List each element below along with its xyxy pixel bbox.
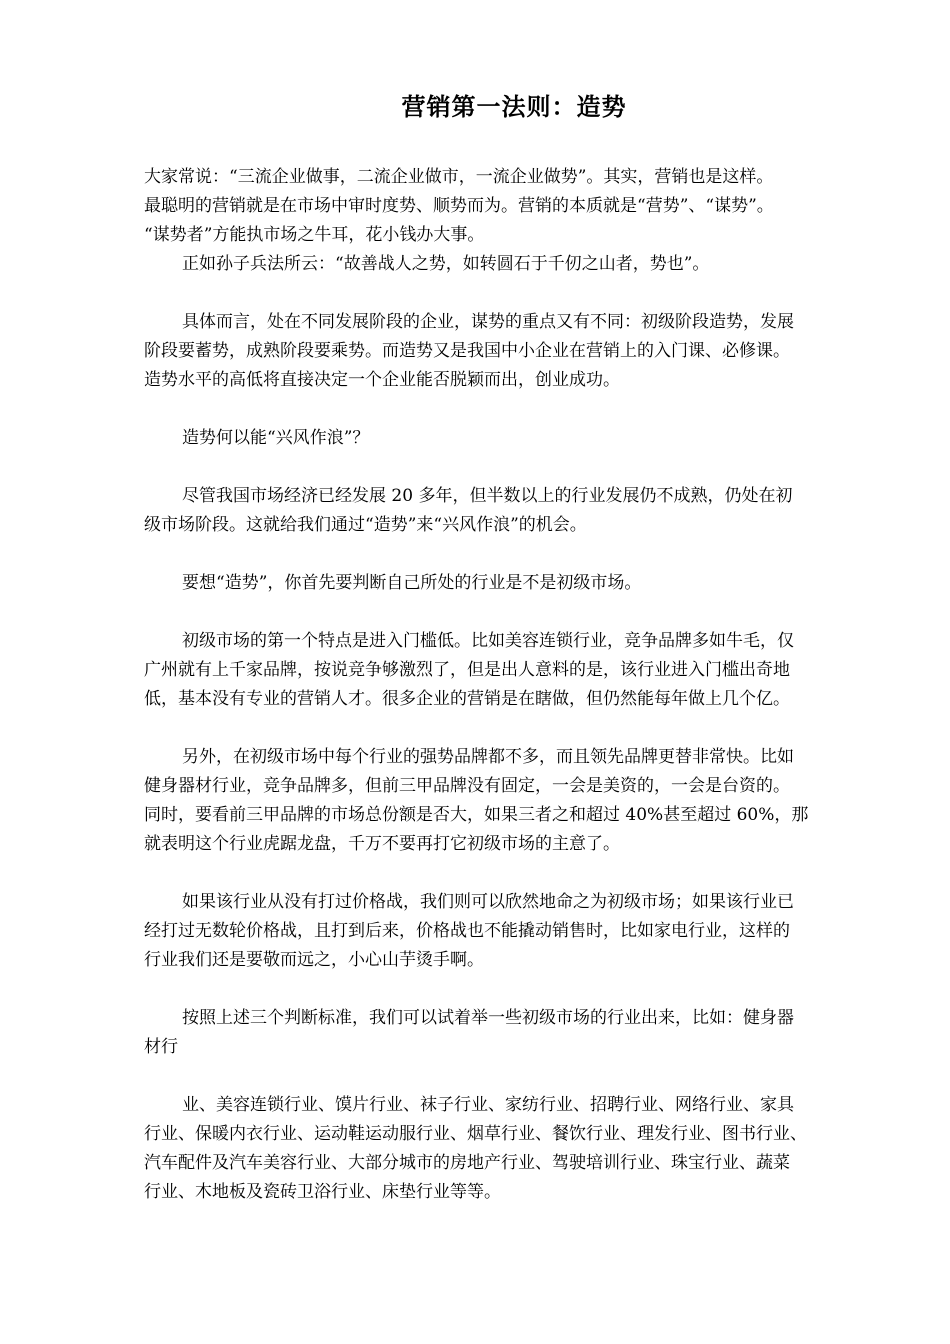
paragraph-gap	[144, 975, 884, 1004]
paragraph-gap	[144, 279, 884, 308]
paragraph	[144, 569, 884, 598]
paragraph	[144, 308, 884, 395]
paragraph-line: 如果该行业从没有打过价格战，我们则可以欣然地命之为初级市场；如果该行业已	[182, 892, 794, 912]
paragraph-line: 业、美容连锁行业、馍片行业、袜子行业、家纺行业、招聘行业、网络行业、家具	[182, 1095, 794, 1115]
paragraph	[144, 1004, 884, 1062]
paragraph	[144, 888, 884, 975]
paragraph-line: 行业我们还是要敬而远之，小心山芋烫手啊。	[144, 950, 484, 970]
paragraph-gap	[144, 714, 884, 743]
paragraph-line: 正如孙子兵法所云：“故善战人之势，如转圆石于千仞之山者，势也”。	[182, 254, 710, 274]
paragraph-line: 具体而言，处在不同发展阶段的企业，谋势的重点又有不同：初级阶段造势，发展	[182, 312, 794, 332]
paragraph-line: 要想“造势”，你首先要判断自己所处的行业是不是初级市场。	[182, 573, 642, 593]
paragraph-gap	[144, 453, 884, 482]
document-page	[144, 0, 884, 1344]
paragraph	[144, 482, 884, 540]
paragraph-line: 造势水平的高低将直接决定一个企业能否脱颖而出，创业成功。	[144, 370, 620, 390]
paragraph-line: 同时，要看前三甲品牌的市场总份额是否大，如果三者之和超过 40%甚至超过 60%，那	[144, 805, 809, 825]
paragraph-line: 阶段要蓄势，成熟阶段要乘势。而造势又是我国中小企业在营销上的入门课、必修课。	[144, 341, 790, 361]
paragraph-line: 最聪明的营销就是在市场中审时度势、顺势而为。营销的本质就是“营势”、“谋势”。	[144, 196, 774, 216]
paragraph-gap	[144, 1062, 884, 1091]
paragraph	[144, 250, 884, 279]
paragraph-line: 尽管我国市场经济已经发展 20 多年，但半数以上的行业发展仍不成熟，仍处在初	[182, 486, 793, 506]
paragraph-line: 另外，在初级市场中每个行业的强势品牌都不多，而且领先品牌更替非常快。比如	[182, 747, 794, 767]
paragraph	[144, 163, 884, 250]
paragraph-line: 广州就有上千家品牌，按说竞争够激烈了，但是出人意料的是，该行业进入门槛出奇地	[144, 660, 790, 680]
paragraph-line: 大家常说：“三流企业做事，二流企业做市，一流企业做势”。其实，营销也是这样。	[144, 167, 774, 187]
paragraph	[144, 627, 884, 714]
paragraph	[144, 1091, 884, 1207]
paragraph-line: 健身器材行业，竞争品牌多，但前三甲品牌没有固定，一会是美资的，一会是台资的。	[144, 776, 790, 796]
paragraph-line: 级市场阶段。这就给我们通过“造势”来“兴风作浪”的机会。	[144, 515, 587, 535]
paragraph-gap	[144, 540, 884, 569]
paragraph-line: 低，基本没有专业的营销人才。很多企业的营销是在瞎做，但仍然能每年做上几个亿。	[144, 689, 790, 709]
paragraph-line: 行业、保暖内衣行业、运动鞋运动服行业、烟草行业、餐饮行业、理发行业、图书行业、	[144, 1124, 807, 1144]
paragraph-line: 就表明这个行业虎踞龙盘，千万不要再打它初级市场的主意了。	[144, 834, 620, 854]
paragraph-line: 按照上述三个判断标准，我们可以试着举一些初级市场的行业出来，比如：健身器	[182, 1008, 794, 1028]
paragraph-gap	[144, 598, 884, 627]
paragraph-line: 经打过无数轮价格战，且打到后来，价格战也不能撬动销售时，比如家电行业，这样的	[144, 921, 790, 941]
document-title: 营销第一法则：造势	[401, 92, 627, 121]
paragraph	[144, 424, 884, 453]
paragraph	[144, 743, 884, 859]
paragraph-line: 材行	[144, 1037, 178, 1057]
paragraph-gap	[144, 859, 884, 888]
paragraph-line: 造势何以能“兴风作浪”？	[182, 428, 370, 448]
paragraph-line: “谋势者”方能执市场之牛耳，花小钱办大事。	[144, 225, 485, 245]
paragraph-line: 行业、木地板及瓷砖卫浴行业、床垫行业等等。	[144, 1182, 501, 1202]
paragraph-line: 初级市场的第一个特点是进入门槛低。比如美容连锁行业，竞争品牌多如牛毛，仅	[182, 631, 794, 651]
paragraph-gap	[144, 395, 884, 424]
paragraph-line: 汽车配件及汽车美容行业、大部分城市的房地产行业、驾驶培训行业、珠宝行业、蔬菜	[144, 1153, 790, 1173]
document-body	[144, 163, 884, 1207]
